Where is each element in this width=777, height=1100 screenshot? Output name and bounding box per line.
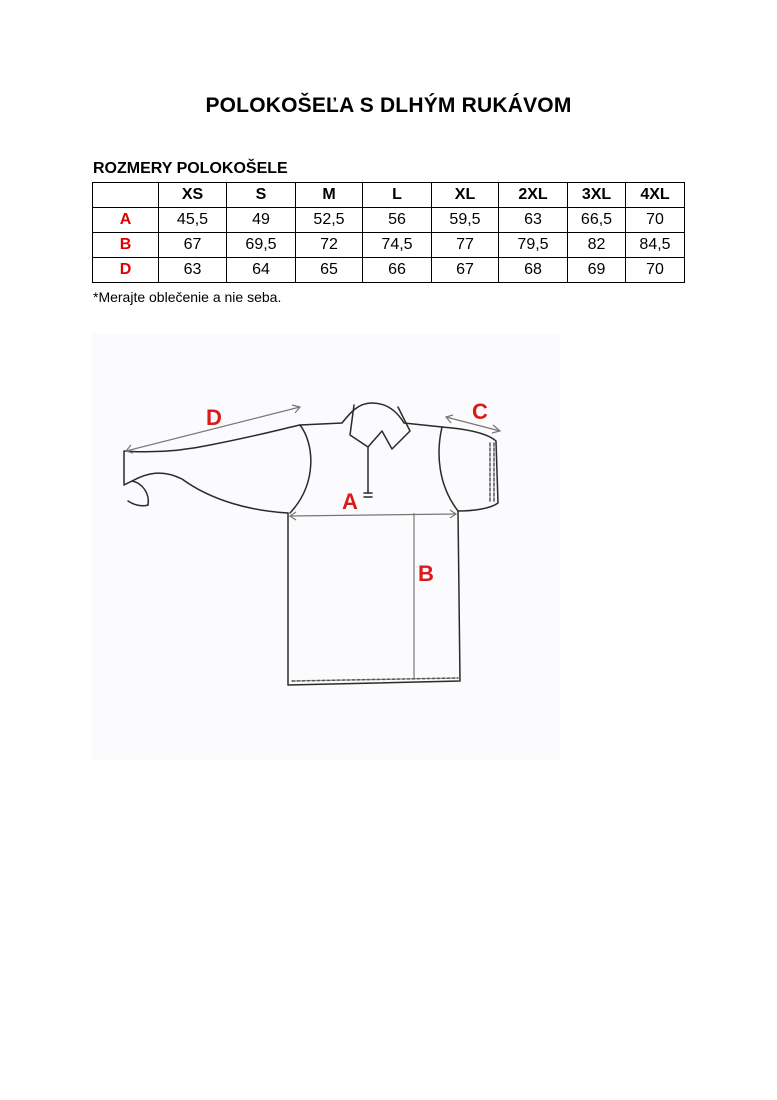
measurement-note: *Merajte oblečenie a nie seba. <box>93 289 282 305</box>
row-label-a: A <box>93 208 159 233</box>
table-heading: ROZMERY POLOKOŠELE <box>93 160 288 177</box>
shirt-drawing <box>92 333 560 760</box>
header-4xl: 4XL <box>626 183 685 208</box>
header-xs: XS <box>159 183 227 208</box>
table-row <box>93 208 685 233</box>
table-cell: 66,5 <box>568 208 626 233</box>
table-cell: 74,5 <box>363 233 432 258</box>
table-cell: 52,5 <box>296 208 363 233</box>
table-cell: 49 <box>227 208 296 233</box>
table-cell: 72 <box>296 233 363 258</box>
table-cell: 67 <box>432 258 499 283</box>
table-cell: 66 <box>363 258 432 283</box>
table-cell: 77 <box>432 233 499 258</box>
header-l: L <box>363 183 432 208</box>
table-cell: 59,5 <box>432 208 499 233</box>
size-header-row <box>93 183 685 208</box>
table-row <box>93 233 685 258</box>
table-cell: 63 <box>159 258 227 283</box>
shirt-measurement-diagram <box>92 333 560 760</box>
diagram-label-b: B <box>418 561 434 586</box>
header-3xl: 3XL <box>568 183 626 208</box>
table-cell: 70 <box>626 258 685 283</box>
header-m: M <box>296 183 363 208</box>
table-cell: 79,5 <box>499 233 568 258</box>
row-label-d: D <box>93 258 159 283</box>
table-cell: 65 <box>296 258 363 283</box>
diagram-label-d: D <box>206 405 222 430</box>
table-cell: 63 <box>499 208 568 233</box>
table-cell: 56 <box>363 208 432 233</box>
header-xl: XL <box>432 183 499 208</box>
table-row <box>93 258 685 283</box>
diagram-label-a: A <box>342 489 358 514</box>
table-cell: 64 <box>227 258 296 283</box>
table-cell: 70 <box>626 208 685 233</box>
header-s: S <box>227 183 296 208</box>
header-2xl: 2XL <box>499 183 568 208</box>
table-cell: 68 <box>499 258 568 283</box>
header-empty <box>93 183 159 208</box>
table-cell: 82 <box>568 233 626 258</box>
diagram-label-c: C <box>472 399 488 424</box>
row-label-b: B <box>93 233 159 258</box>
size-table <box>92 182 685 283</box>
table-cell: 69,5 <box>227 233 296 258</box>
page-title: POLOKOŠEĽA S DLHÝM RUKÁVOM <box>205 94 572 117</box>
table-cell: 69 <box>568 258 626 283</box>
table-cell: 45,5 <box>159 208 227 233</box>
table-cell: 84,5 <box>626 233 685 258</box>
table-cell: 67 <box>159 233 227 258</box>
